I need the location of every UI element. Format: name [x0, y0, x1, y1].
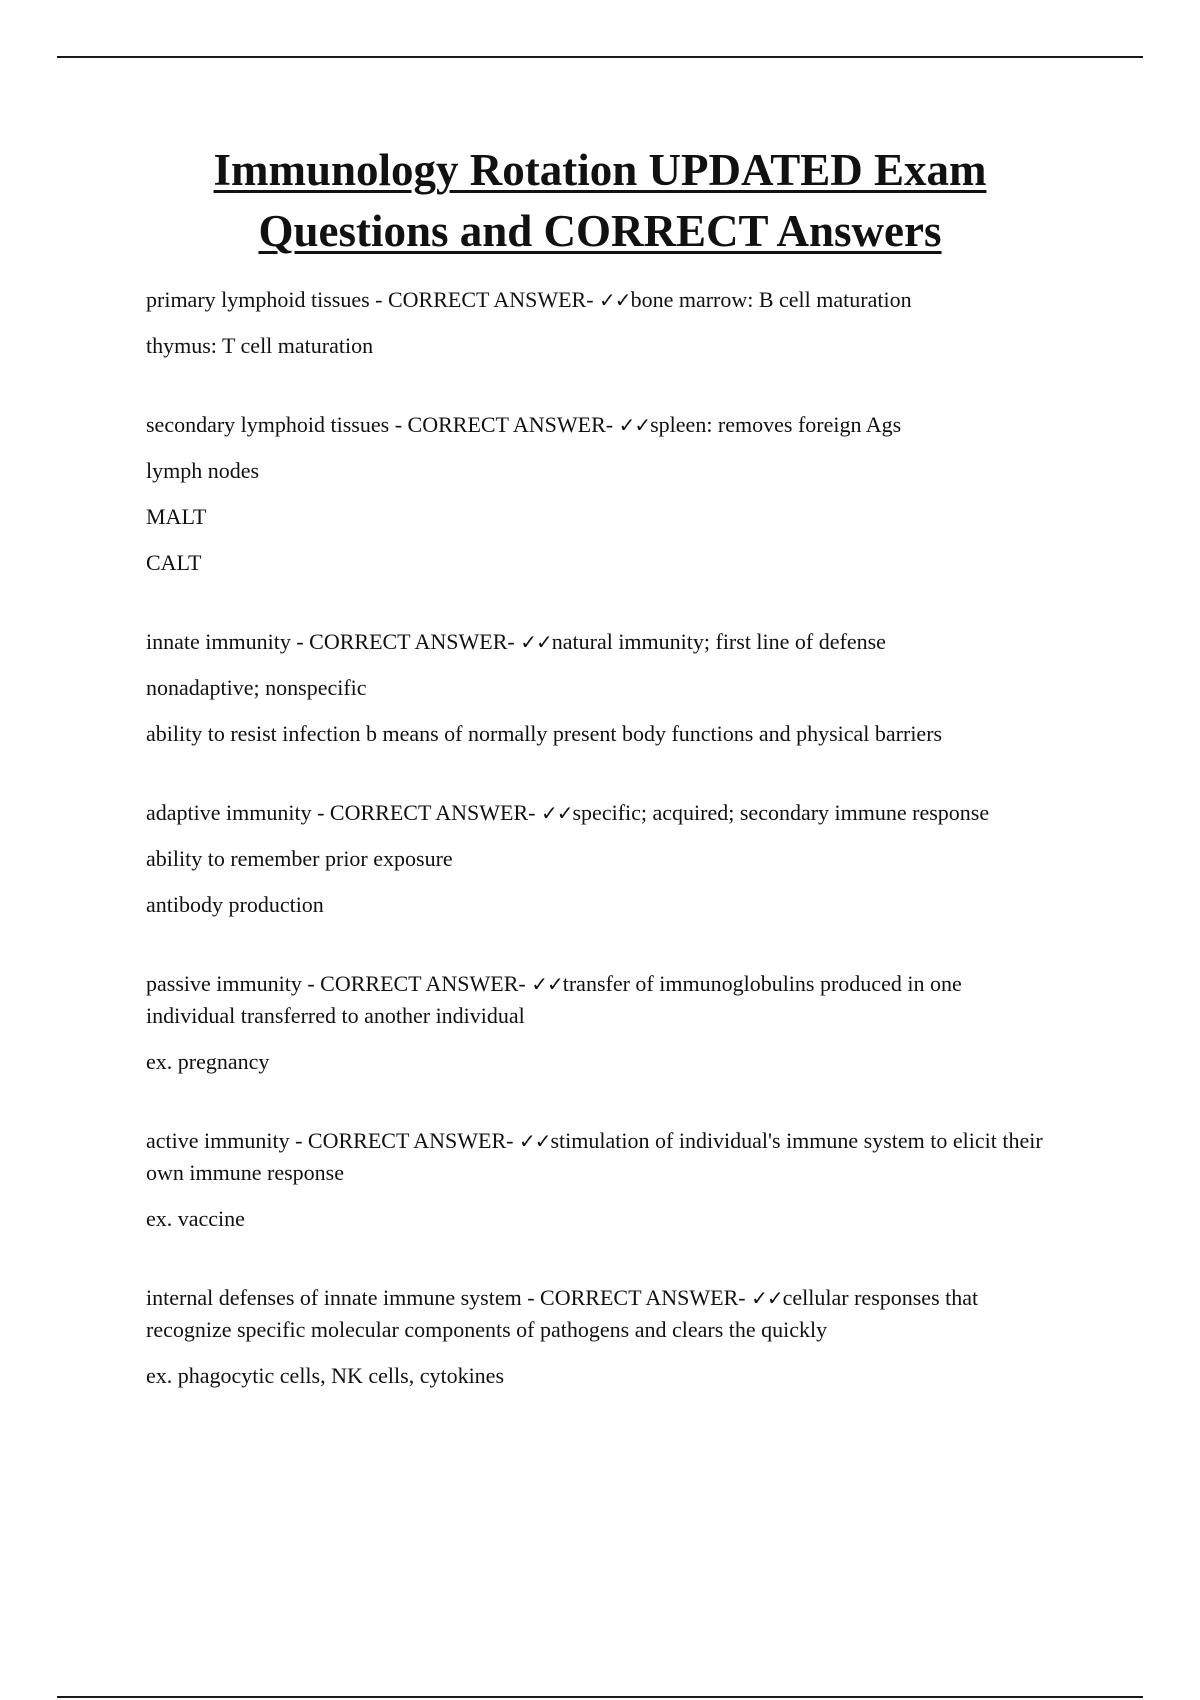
qa-term: active immunity [146, 1128, 290, 1153]
qa-item [146, 284, 1056, 362]
qa-term: internal defenses of innate immune system [146, 1285, 522, 1310]
qa-detail-line: lymph nodes [146, 458, 260, 483]
title-line-2: Questions and CORRECT Answers [258, 206, 942, 256]
qa-item [146, 797, 1056, 921]
check-icon: ✓✓ [540, 801, 573, 825]
qa-item [146, 1125, 1056, 1235]
qa-detail-line: thymus: T cell maturation [146, 333, 374, 358]
qa-question-line [146, 968, 1056, 1032]
correct-answer-label: - CORRECT ANSWER- [311, 800, 541, 825]
qa-detail-line: ex. vaccine [146, 1206, 245, 1231]
qa-detail-line: ex. phagocytic cells, NK cells, cytokines [146, 1363, 505, 1388]
qa-detail-line: CALT [146, 550, 202, 575]
qa-term: innate immunity [146, 629, 291, 654]
qa-item [146, 1282, 1056, 1392]
qa-question-line [146, 797, 1056, 829]
qa-detail-line: antibody production [146, 892, 324, 917]
check-icon: ✓✓ [520, 630, 552, 654]
qa-term: passive immunity [146, 971, 302, 996]
correct-answer-label: - CORRECT ANSWER- [290, 629, 521, 654]
qa-answer: stimulation of individual's immune system to elicit their own immune response [146, 1128, 1043, 1185]
check-icon: ✓✓ [518, 1129, 551, 1153]
qa-detail-line: ability to resist infection b means of normally present body functions and physical barriers [146, 721, 943, 746]
correct-answer-label: - CORRECT ANSWER- [521, 1285, 752, 1310]
check-icon: ✓✓ [599, 288, 631, 312]
qa-detail-line: MALT [146, 504, 207, 529]
qa-list [146, 284, 1056, 1439]
qa-answer: spleen: removes foreign Ags [650, 412, 902, 437]
qa-answer: transfer of immunoglobulins produced in one individual transferred to another individual [146, 971, 962, 1028]
qa-term: adaptive immunity [146, 800, 312, 825]
title-line-1: Immunology Rotation UPDATED Exam [213, 145, 987, 195]
correct-answer-label: - CORRECT ANSWER- [289, 1128, 519, 1153]
qa-term: secondary lymphoid tissues [146, 412, 390, 437]
qa-detail-line: ability to remember prior exposure [146, 846, 453, 871]
qa-item [146, 626, 1056, 750]
check-icon: ✓✓ [531, 972, 563, 996]
top-rule [57, 56, 1143, 58]
qa-question-line [146, 1282, 1056, 1346]
qa-question-line [146, 409, 1056, 441]
qa-detail-line: nonadaptive; nonspecific [146, 675, 367, 700]
qa-answer: bone marrow: B cell maturation [630, 287, 912, 312]
qa-item [146, 968, 1056, 1078]
page-title [100, 140, 1100, 262]
bottom-rule [57, 1696, 1143, 1698]
qa-question-line [146, 626, 1056, 658]
qa-answer: cellular responses that recognize specific molecular components of pathogens and clears the quickly [146, 1285, 979, 1342]
qa-answer: natural immunity; first line of defense [551, 629, 886, 654]
check-icon: ✓✓ [618, 413, 651, 437]
check-icon: ✓✓ [751, 1286, 783, 1310]
qa-question-line [146, 1125, 1056, 1189]
qa-question-line [146, 284, 1056, 316]
correct-answer-label: - CORRECT ANSWER- [369, 287, 600, 312]
qa-term: primary lymphoid tissues [146, 287, 370, 312]
correct-answer-label: - CORRECT ANSWER- [389, 412, 619, 437]
qa-detail-line: ex. pregnancy [146, 1049, 270, 1074]
correct-answer-label: - CORRECT ANSWER- [301, 971, 532, 996]
qa-answer: specific; acquired; secondary immune response [572, 800, 990, 825]
qa-item [146, 409, 1056, 579]
